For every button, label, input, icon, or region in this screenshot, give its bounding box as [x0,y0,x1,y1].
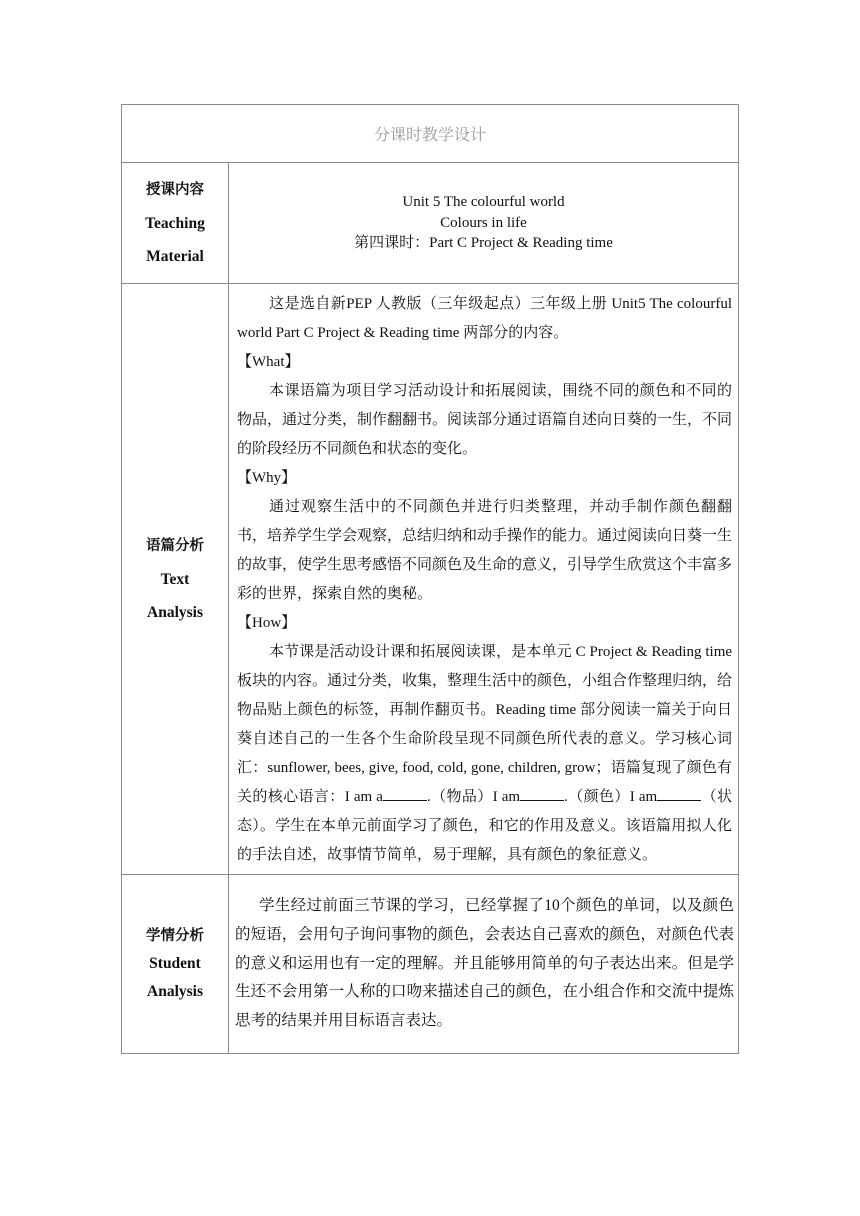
why-heading: 【Why】 [237,470,297,486]
material-label-cn: 授课内容 [146,181,204,198]
intro-paragraph: 这是选自新PEP 人教版（三年级起点）三年级上册 Unit5 The colourful world Part C Project & Reading time 两部分的内容。 [237,296,733,341]
how-frame-2: .（物品）I am [426,789,521,805]
fill-blank [657,786,701,801]
fill-blank [383,786,427,801]
material-label-en-2: Material [146,247,204,265]
text-analysis-row [122,284,739,875]
student-analysis-label [122,875,229,1054]
how-text: 本节课是活动设计课和拓展阅读课，是本单元 C Project & Reading time 板块的内容。通过分类，收集，整理生活中的颜色，小组合作整理归纳，给物品贴上颜色的标签，再制作翻页书。Reading time 部分阅读一篇关于向日葵自述自己的一生各个生命阶段呈现不同颜色所代表的意义。学习核心词汇：sunflower, bees, give, food, cold, gone, children, grow；语篇复现了颜色有关的核心语言： [237,644,733,805]
text-analysis-content [229,284,739,875]
table-title: 分课时教学设计 [122,105,739,163]
fill-blank [520,786,564,801]
material-lesson: 第四课时：Part C Project & Reading time [354,235,613,252]
student-analysis-row [122,875,739,1054]
how-frame-4: （状态）。 [237,789,733,834]
student-analysis-label-cn: 学情分析 [146,928,204,944]
how-frame-1: I am a [344,789,383,805]
how-tail: 学生在本单元前面学习了颜色，和它的作用及意义。该语篇用拟人化的手法自述，故事情节简单，易于理解，具有颜色的象征意义。 [237,818,732,863]
what-paragraph: 本课语篇为项目学习活动设计和拓展阅读，围绕不同的颜色和不同的物品，通过分类，制作翻翻书。阅读部分通过语篇自述向日葵的一生，不同的阶段经历不同颜色和状态的变化。 [237,383,733,457]
student-analysis-content: 学生经过前面三节课的学习，已经掌握了10个颜色的单词，以及颜色的短语，会用句子询问事物的颜色，会表达自己喜欢的颜色，对颜色代表的意义和运用也有一定的理解。并且能够用简单的句子表达出来。但是学生还不会用第一人称的口吻来描述自己的颜色，在小组合作和交流中提炼思考的结果并用目标语言表达。 [229,875,739,1054]
material-row [122,163,739,284]
title-row [122,105,739,163]
material-content [229,163,739,284]
text-analysis-label-en-2: Analysis [147,603,203,621]
text-analysis-label [122,284,229,875]
why-paragraph: 通过观察生活中的不同颜色并进行归类整理，并动手制作颜色翻翻书，培养学生学会观察，总结归纳和动手操作的能力。通过阅读向日葵一生的故事，使学生思考感悟不同颜色及生命的意义，引导学生欣赏这个丰富多彩的世界，探索自然的奥秘。 [237,499,733,602]
what-heading: 【What】 [237,354,300,370]
material-label-en-1: Teaching [145,214,205,232]
how-heading: 【How】 [237,615,297,631]
material-label [122,163,229,284]
how-paragraph [237,638,732,870]
material-topic: Colours in life [440,214,527,231]
how-frame-3: .（颜色）I am [564,789,658,805]
material-unit: Unit 5 The colourful world [402,194,565,211]
student-analysis-label-en-2: Analysis [147,983,203,1000]
text-analysis-label-en-1: Text [160,570,190,588]
text-analysis-label-cn: 语篇分析 [146,537,204,554]
student-analysis-label-en-1: Student [149,955,201,972]
lesson-plan-table [121,104,739,1054]
